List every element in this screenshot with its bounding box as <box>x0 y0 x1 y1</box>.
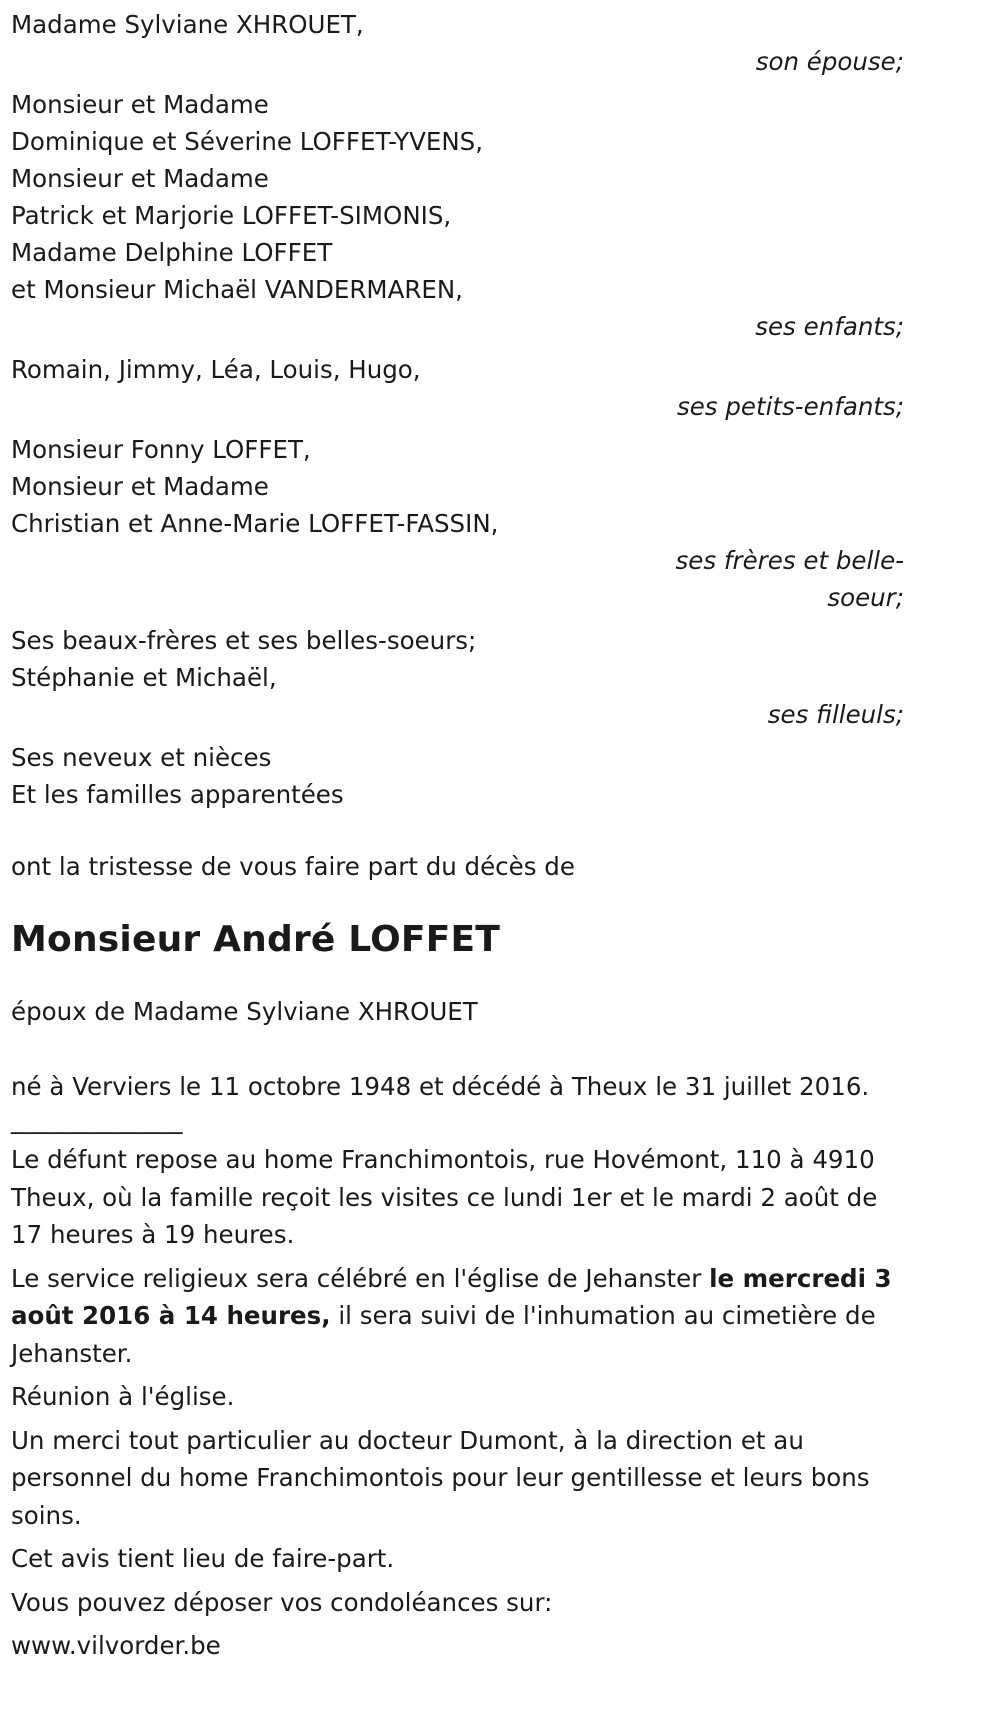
role-children: ses enfants; <box>755 312 904 341</box>
deceased-name: Monsieur André LOFFET <box>11 919 501 960</box>
role-spouse: son épouse; <box>755 47 904 76</box>
reunion-paragraph: Réunion à l'église. <box>11 1382 235 1411</box>
spouse-of: époux de Madame Sylviane XHROUET <box>11 997 478 1026</box>
birth-death: né à Verviers le 11 octobre 1948 et décédé à Theux le 31 juillet 2016. <box>11 1072 870 1101</box>
separator-line: ______________ <box>11 1105 183 1134</box>
family-grandchildren <box>11 351 911 425</box>
role-godchildren: ses filleuls; <box>767 700 904 729</box>
grandchildren-line: Romain, Jimmy, Léa, Louis, Hugo, <box>11 355 421 384</box>
notice-paragraph: Cet avis tient lieu de faire-part. <box>11 1544 395 1573</box>
others-line: Ses neveux et nièces <box>11 743 272 772</box>
condolences-paragraph: Vous pouvez déposer vos condoléances sur: <box>11 1587 553 1617</box>
service-date-time: le mercredi 3 août 2016 à 14 heures, <box>11 1263 892 1330</box>
family-others <box>11 739 911 813</box>
children-line: Madame Delphine LOFFET <box>11 238 333 267</box>
role-siblings: ses frères et belle- <box>675 546 904 575</box>
siblings-line: Christian et Anne-Marie LOFFET-FASSIN, <box>11 509 499 538</box>
announcement-intro: ont la tristesse de vous faire part du décès de <box>11 852 575 881</box>
repose-paragraph: Le défunt repose au home Franchimontois, rue Hovémont, 110 à 4910 Theux, où la famille reçoit les visites ce lundi 1er et le mardi 2 août de 17 heures à 19 heures. <box>11 1145 878 1249</box>
children-line: Dominique et Séverine LOFFET-YVENS, <box>11 127 483 156</box>
children-line: Monsieur et Madame <box>11 164 269 193</box>
website-link[interactable]: www.vilvorder.be <box>11 1631 221 1660</box>
family-spouse <box>11 6 911 80</box>
godchildren-line: Stéphanie et Michaël, <box>11 663 277 692</box>
children-line: et Monsieur Michaël VANDERMAREN, <box>11 275 463 304</box>
obituary-document <box>11 6 911 1671</box>
spouse-line: Madame Sylviane XHROUET, <box>11 10 364 39</box>
service-text-before: Le service religieux sera célébré en l'église de Jehanster <box>11 1263 710 1293</box>
family-godchildren <box>11 622 911 733</box>
service-text-after: il sera suivi de l'inhumation au cimetière de Jehanster. <box>11 1301 876 1368</box>
family-siblings <box>11 431 911 616</box>
role-grandchildren: ses petits-enfants; <box>676 392 904 421</box>
thanks-paragraph: Un merci tout particulier au docteur Dumont, à la direction et au personnel du home Franchimontois pour leur gentillesse et leurs bons soins. <box>11 1425 870 1530</box>
children-line: Patrick et Marjorie LOFFET-SIMONIS, <box>11 201 452 230</box>
siblings-line: Monsieur et Madame <box>11 472 269 501</box>
role-siblings-cont: soeur; <box>827 583 904 612</box>
service-paragraph <box>11 1260 896 1373</box>
others-line: Et les familles apparentées <box>11 780 344 809</box>
godchildren-line: Ses beaux-frères et ses belles-soeurs; <box>11 626 477 655</box>
siblings-line: Monsieur Fonny LOFFET, <box>11 435 311 464</box>
family-children <box>11 86 911 345</box>
children-line: Monsieur et Madame <box>11 90 269 119</box>
